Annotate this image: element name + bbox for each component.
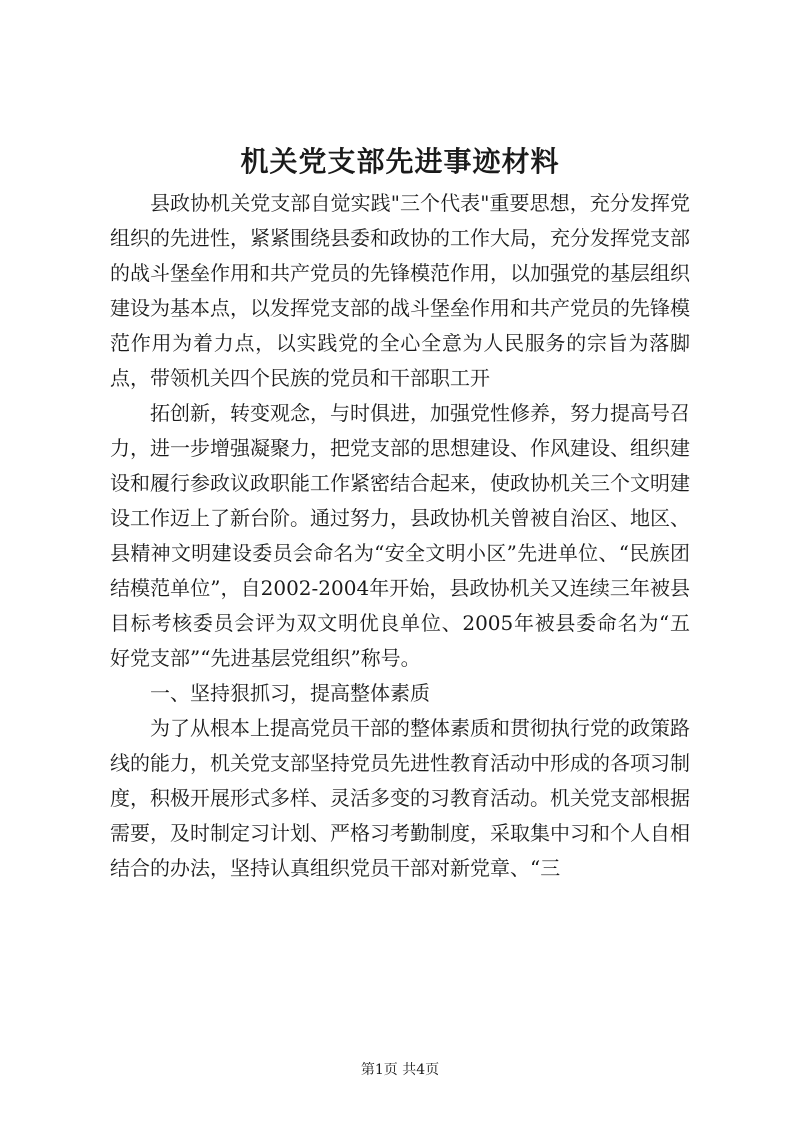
document-body	[110, 186, 690, 886]
paragraph: 拓创新，转变观念，与时俱进，加强党性修养，努力提高号召力，进一步增强凝聚力，把党支部的思想建设、作风建设、组织建设和履行参政议政职能工作紧密结合起来，使政协机关三个文明建设工作迈上了新台阶。通过努力，县政协机关曾被自治区、地区、县精神文明建设委员会命名为“安全文明小区”先进单位、“民族团结模范单位”，自2002-2004年开始，县政协机关又连续三年被县目标考核委员会评为双文明优良单位、2005年被县委命名为“五好党支部”“先进基层党组织”称号。	[110, 401, 690, 670]
paragraph: 为了从根本上提高党员干部的整体素质和贯彻执行党的政策路线的能力，机关党支部坚持党员先进性教育活动中形成的各项习制度，积极开展形式多样、灵活多变的习教育活动。机关党支部根据需要，及时制定习计划、严格习考勤制度，采取集中习和个人自相结合的办法，坚持认真组织党员干部对新党章、“三	[110, 716, 690, 880]
page-number-footer: 第1页 共4页	[360, 1062, 440, 1078]
document-title: 机关党支部先进事迹材料	[240, 145, 560, 178]
paragraph: 县政协机关党支部自觉实践"三个代表"重要思想，充分发挥党组织的先进性，紧紧围绕县委和政协的工作大局，充分发挥党支部的战斗堡垒作用和共产党员的先锋模范作用，以加强党的基层组织建设为基本点，以发挥党支部的战斗堡垒作用和共产党员的先锋模范作用为着力点，以实践党的全心全意为人民服务的宗旨为落脚点，带领机关四个民族的党员和干部职工开	[110, 191, 690, 390]
section-heading: 一、坚持狠抓习，提高整体素质	[150, 681, 430, 705]
